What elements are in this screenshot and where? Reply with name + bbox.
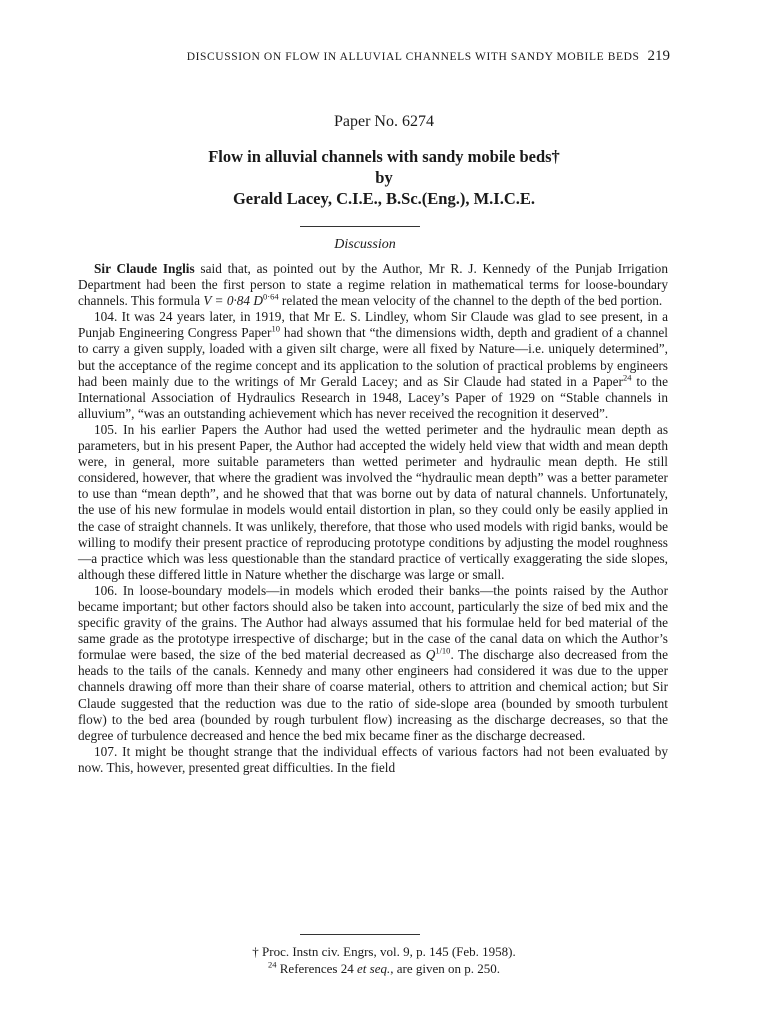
paper-title: Flow in alluvial channels with sandy mobile beds† [208, 147, 560, 166]
discharge-symbol: Q [425, 647, 436, 663]
paragraph-104-text-c: to the International Association of Hydraulics Research in 1948, Lacey’s Paper of 1929 on “Stable channels in alluvium”, “was an outstanding achievement which has never received the recognition it deserved”. [78, 373, 668, 421]
dagger-mark: † [252, 944, 259, 959]
paragraph-106-text-a: 106. In loose-boundary models—in models which eroded their banks—the points raised by the Author became important; but other factors should also be taken into account, particularly the size of bed mix and the specific gravity of the grains. The Author had always assumed that his formulae held for bed material of the same grade as the prototype irrespective of discharge; but in the case of the canal data on which the Author’s formulae were based, the size of the bed material decreased as [78, 582, 668, 663]
paragraph-107: 107. It might be thought strange that the individual effects of various factors had not been evaluated by now. This, however, presented great difficulties. In the field [78, 743, 668, 775]
running-head [100, 48, 670, 65]
page-number: 219 [647, 48, 670, 64]
paragraph-106-text-b: . The discharge also decreased from the heads to the tails of the canals. Kennedy and many other engineers had considered it was due to the upper channels drawing off more than their share of coarse material, others to attrition and chemical action; but Sir Claude suggested that the reduction was due to the ratio of side-slope area (bounded by smooth turbulent flow) to the bed area (bounded by rough turbulent flow) increasing as the discharge decreases, so that the degree of turbulence decreased and hence the bed mix became finer as the discharge decreased. [78, 647, 668, 743]
body-text [78, 261, 668, 776]
paragraph-intro-text-b: related the mean velocity of the channel to the depth of the bed portion. [278, 293, 663, 309]
reference-24: 24 [622, 372, 632, 383]
ref-footnote-text-a: References 24 [276, 961, 357, 976]
title-divider [300, 226, 420, 227]
paragraph-106 [78, 583, 668, 744]
footnote-references [0, 960, 768, 977]
ref-footnote-italic: et seq. [357, 961, 391, 976]
footnote-ref-mark: 24 [268, 959, 277, 970]
paper-number: Paper No. 6274 [334, 113, 434, 130]
kennedy-formula: V = 0·84 D [203, 293, 264, 309]
running-head-text: DISCUSSION ON FLOW IN ALLUVIAL CHANNELS WITH SANDY MOBILE BEDS [186, 51, 640, 63]
paragraph-104 [78, 309, 668, 422]
paragraph-104-text-b: had shown that “the dimensions width, depth and gradient of a channel to carry a given supply, loaded with a given silt charge, were all fixed by Nature—i.e. uniquely determined”, but the acceptance of the regime concept and its application to the solution of practical problems by engineers had been mainly due to the writings of Mr Gerald Lacey; and as Sir Claude had stated in a Paper [78, 325, 668, 389]
paragraph-intro [78, 261, 668, 309]
ref-footnote-text-b: , are given on p. 250. [390, 961, 500, 976]
footnotes [0, 943, 768, 977]
paragraph-intro-text-a: said that, as pointed out by the Author, Mr R. J. Kennedy of the Punjab Irrigation Department had been the first person to state a regime relation in mathematical terms for loose-boundary channels. This formula [78, 261, 668, 309]
paragraph-104-text-a: 104. It was 24 years later, in 1919, that Mr E. S. Lindley, whom Sir Claude was glad to see present, in a Punjab Engineering Congress Paper [78, 309, 668, 341]
reference-10: 10 [271, 323, 280, 334]
paragraph-105: 105. In his earlier Papers the Author had used the wetted perimeter and the hydraulic mean depth as parameters, but in his present Paper, the Author had accepted the widely held view that width and mean depth were, in general, more suitable parameters than wetted perimeter and hydraulic mean depth. He still considered, however, that where the gradient was involved the “hydraulic mean depth” was a better parameter to use than “mean depth”, and he showed that that was borne out by data of natural channels. Unfortunately, the use of his new formulae in models would entail distortion in plan, so they could only be easily applied in the case of straight channels. It was unlikely, therefore, that those who used models with rigid banks, would be willing to modify their present practice of reproducing prototype conditions by adjusting the model roughness—a practice which was less questionable than the standard practice of vertically exaggerating the side slopes, although these differed little in Nature whether the discharge was large or small. [78, 421, 668, 582]
formula-exponent: 0·64 [263, 291, 279, 302]
paper-title-block [0, 146, 768, 209]
footnote-dagger [0, 943, 768, 960]
section-heading: Discussion [334, 237, 396, 252]
speaker-name: Sir Claude Inglis [94, 261, 195, 276]
discharge-exponent: 1/10 [435, 645, 451, 656]
author-line: Gerald Lacey, C.I.E., B.Sc.(Eng.), M.I.C.E. [232, 189, 536, 208]
dagger-footnote-text: Proc. Instn civ. Engrs, vol. 9, p. 145 (Feb. 1958). [258, 944, 516, 959]
title-by: by [375, 168, 393, 187]
footnote-divider [300, 934, 420, 935]
